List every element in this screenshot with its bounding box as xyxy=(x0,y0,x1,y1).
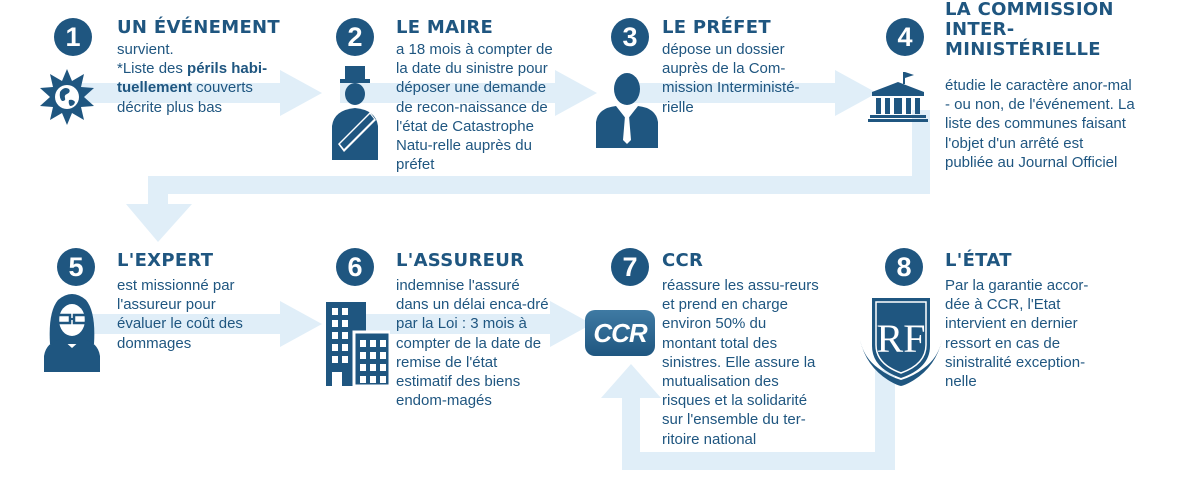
step-6-number: 6 xyxy=(336,248,374,286)
step-4-title-line-3: MINISTÉRIELLE xyxy=(945,39,1101,60)
ccr-logo-icon: CCR xyxy=(585,310,655,356)
prefect-icon xyxy=(596,72,658,148)
step-7-title: CCR xyxy=(662,250,704,271)
government-building-icon xyxy=(868,72,928,122)
step-6-description: indemnise l'assuré dans un délai enca-dré par la Loi : 3 mois à compter de la date de remise de l'état estimatif des biens endom-magés xyxy=(396,277,549,410)
mayor-icon xyxy=(330,66,380,160)
step-5-title: L'EXPERT xyxy=(117,250,214,271)
step-8-description: Par la garantie accor-dée à CCR, l'Etat intervient en dernier ressort en cas de sinistralité exception-nelle xyxy=(945,277,1089,391)
step-1-line-2: *Liste des périls habi- xyxy=(117,60,268,78)
step-3-title: LE PRÉFET xyxy=(662,17,771,38)
step-2-description: a 18 mois à compter de la date du sinistre pour déposer une demande de recon-naissance de l'état de Catastrophe Natu-relle auprès du préfet xyxy=(396,41,553,174)
arrow-4-5 xyxy=(126,204,192,242)
step-4-description: étudie le caractère anor-mal - ou non, de l'événement. La liste des communes faisant l'objet d'un arrêté est publiée au Journal Officiel xyxy=(945,77,1135,171)
connector-8-left xyxy=(622,452,895,470)
step-3-description: dépose un dossier auprès de la Com-mission Interministé-rielle xyxy=(662,41,800,116)
step-1-line-3: tuellement couverts xyxy=(117,79,253,97)
republic-emblem-monogram: RF xyxy=(876,316,926,361)
step-1-title: UN ÉVÉNEMENT xyxy=(117,17,280,38)
step-5-number: 5 xyxy=(57,248,95,286)
step-4-title-line-1: LA COMMISSION xyxy=(945,0,1114,20)
step-4-number: 4 xyxy=(886,18,924,56)
step-2-title: LE MAIRE xyxy=(396,17,494,38)
step-4-title-line-2: INTER- xyxy=(945,19,1015,40)
step-5-description: est missionné par l'assureur pour évaluer le coût des dommages xyxy=(117,277,243,352)
step-2-number: 2 xyxy=(336,18,374,56)
step-8-number: 8 xyxy=(885,248,923,286)
connector-7-up xyxy=(622,392,640,470)
connector-4-left xyxy=(150,176,930,194)
step-8-title: L'ÉTAT xyxy=(945,250,1012,271)
step-6-title: L'ASSUREUR xyxy=(396,250,525,271)
step-1-line-4: décrite plus bas xyxy=(117,98,223,116)
connector-5-down xyxy=(148,176,168,206)
step-1-number: 1 xyxy=(54,18,92,56)
arrow-8-7 xyxy=(601,364,661,398)
step-1-line-1: survient. xyxy=(117,41,174,58)
step-4-title xyxy=(945,0,1114,60)
expert-icon xyxy=(44,292,100,372)
step-1-description xyxy=(117,40,317,117)
step-7-number: 7 xyxy=(611,248,649,286)
office-buildings-icon xyxy=(326,302,390,386)
globe-star-icon xyxy=(38,68,96,126)
republic-emblem-icon xyxy=(858,296,944,386)
step-7-description: réassure les assu-reurs et prend en charge environ 50% du montant total des sinistres. Elle assure la mutualisation des risques et la solidarité sur l'ensemble du ter-ritoire national xyxy=(662,277,819,448)
step-3-number: 3 xyxy=(611,18,649,56)
